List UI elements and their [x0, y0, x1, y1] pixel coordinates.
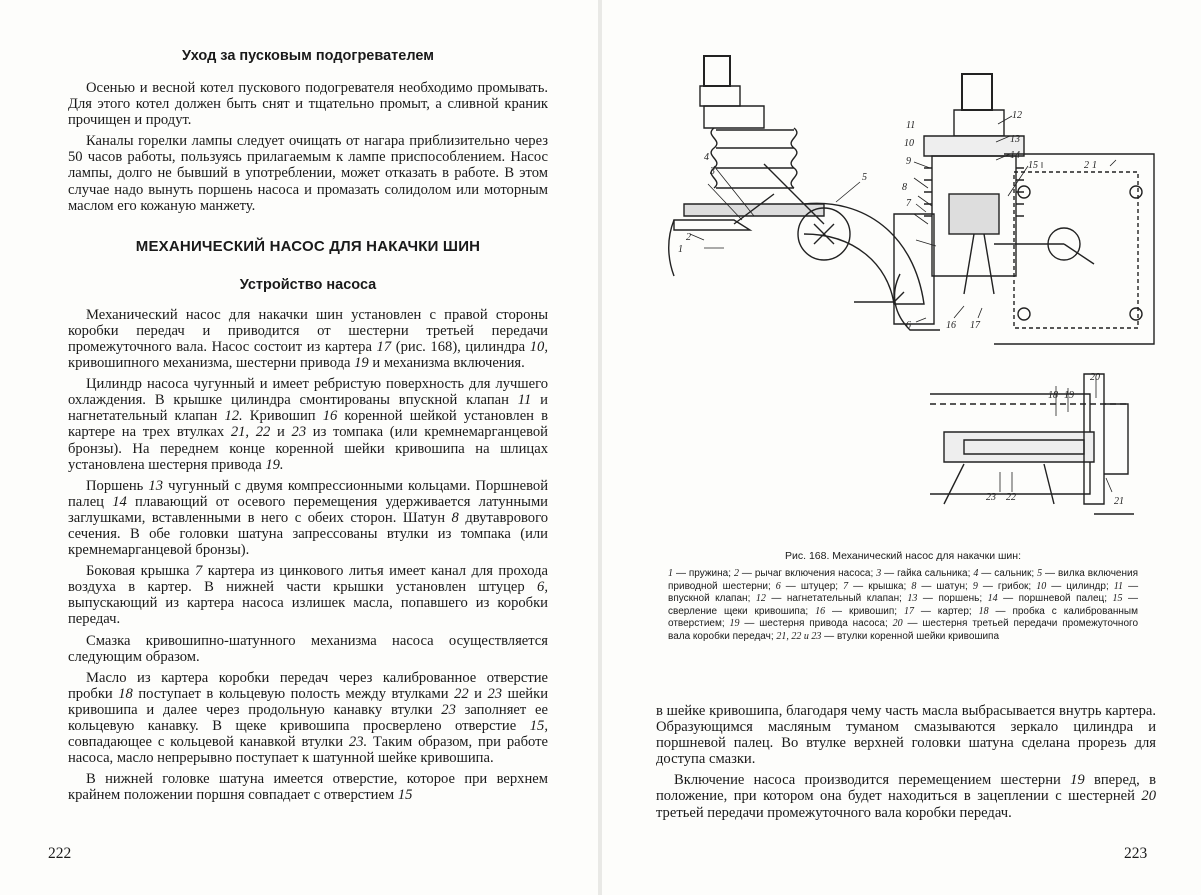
caption-item: 4 — сальник; — [973, 568, 1038, 579]
subtitle-pump-design: Устройство насоса — [239, 276, 377, 293]
callout-5: 5 — [862, 172, 867, 183]
caption-item: 15 — сверление щеки кривошипа; — [668, 593, 1139, 617]
callout-16: 16 — [946, 320, 956, 331]
callout-23: 23 — [986, 492, 996, 503]
page-number-right: 223 — [1124, 845, 1148, 862]
callout-4: 4 — [704, 152, 709, 163]
right-view-drawing — [894, 74, 1154, 344]
callout-10: 10 — [904, 138, 914, 149]
subtitle-heater-care: Уход за пусковым подогревателем — [182, 48, 434, 64]
caption-item: 18 — пробка с калиброванным отверстием; — [668, 605, 1138, 630]
caption-item: 3 — гайка сальника; — [876, 568, 974, 579]
callout-11: 11 — [906, 120, 916, 131]
caption-item: 14 — поршневой палец; — [987, 593, 1113, 605]
paragraph-care-1: Осенью и весной котел пускового подогревателя необходимо промывать. Для этого котел должен быть снят и тщательно промыт, а сливной краник прочищен и продут. — [68, 80, 548, 129]
paragraph-design-5: Смазка кривошипно-шатунного механизма насоса осуществляется следующим образом. — [68, 632, 548, 665]
paragraph-design-6: Масло из картера коробки передач через калиброванное отверстие пробки 18 поступает в кольцевую полость между втулками 22 и 23 шейки кривошипа и далее через продольную канавку втулки 23 заполняет ее кольцевую канавку. В щеке кривошипа просверлено отверстие 15, совпадающее с кольцевой канавкой втулки 23. Таким образом, при работе насоса, масло непрерывно поступает к шатунной шейке кривошипа. — [68, 669, 549, 767]
caption-item: 9 — грибок; — [972, 580, 1037, 592]
paragraph-pump-enable: Включение насоса производится перемещением шестерни 19 вперед, в положение, при котором она будет находиться в зацеплении с шестерней 20 третьей передачи промежуточного вала коробки передач. — [656, 772, 1156, 821]
caption-title: Рис. 168. Механический насос для накачки шин: — [784, 550, 1021, 562]
paragraph-design-2: Цилиндр насоса чугунный и имеет ребристую поверхность для лучшего охлаждения. В крышке цилиндра смонтированы впускной клапан 11 и нагнетательный клапан 12. Кривошип 16 коренной шейкой установлен в картере на трех втулках 21, 22 и 23 из томпака (или кремнемарганцевой бронзы). На переднем конце коренной шейки кривошипа на шлицах установлена шестерня привода 19. — [68, 376, 548, 473]
callout-1b: 1 — [1092, 160, 1097, 171]
paragraph-design-4: Боковая крышка 7 картера из цинкового литья имеет канал для прохода воздуха в картер. В нижней части крышки установлен штуцер 6, выпускающий из картера насоса излишек масла, попавшего из коробки передач. — [68, 563, 548, 628]
callout-13: 13 — [1010, 134, 1020, 145]
paragraph-care-2: Каналы горелки лампы следует очищать от нагара приблизительно через 50 часов работы, пользуясь прилагаемым к лампе приспособлением. Насос лампы, долго не бывший в употреблении, может отказать в работе. В этом случае надо вынуть поршень насоса и промазать солидолом или моторным маслом его кожаную манжету. — [68, 133, 548, 214]
callout-15: 15 — [1028, 160, 1038, 171]
left-text-column — [68, 48, 548, 808]
caption-item: 1 — пружина; — [668, 568, 734, 579]
paragraph-design-7: В нижней головке шатуна имеется отверстие, которое при верхнем крайнем положении поршня совпадает с отверстием 15 — [68, 771, 548, 804]
paragraph-design-1: Механический насос для накачки шин установлен с правой стороны коробки передач и приводится от шестерни третьей передачи промежуточного вала. Насос состоит из картера 17 (рис. 168), цилиндра 10, кривошипного механизма, шестерни привода 19 и механизма включения. — [68, 306, 548, 372]
caption-item: 17 — картер; — [903, 605, 979, 617]
callout-14: 14 — [1010, 150, 1020, 161]
paragraph-continued: в шейке кривошипа, благодаря чему часть масла выбрасывается внутрь картера. Образующимся масляным туманом смазываются зеркало цилиндра и поршневой палец. Во втулке верхней головки шатуна сделана прорезь для доступа смазки. — [656, 703, 1156, 768]
caption-item: 16 — кривошип; — [815, 605, 904, 617]
callout-20: 20 — [1090, 372, 1100, 383]
callout-18: 18 — [1048, 390, 1058, 401]
callout-3: 3 — [710, 166, 715, 177]
caption-item: 10 — цилиндр; — [1036, 580, 1114, 592]
callout-1: 1 — [678, 244, 683, 255]
caption-item: 19 — шестерня привода насоса; — [729, 618, 893, 630]
callout-6: 6 — [906, 320, 911, 331]
callout-19: 19 — [1064, 390, 1074, 401]
caption-item: 12 — нагнетательный клапан; — [755, 593, 908, 605]
right-text-column — [656, 703, 1156, 826]
caption-item: 8 — шатун; — [911, 580, 973, 592]
caption-item: 11 — впускной клапан; — [668, 580, 1139, 605]
caption-item: 13 — поршень; — [907, 593, 988, 605]
caption-item: 7 — крышка; — [843, 580, 912, 592]
caption-item: 21, 22 и 23 — втулки коренной шейки кривошипа — [776, 630, 1000, 642]
pump-diagram — [664, 44, 1164, 544]
callout-7: 7 — [906, 198, 911, 209]
pump-drawing — [664, 44, 1164, 544]
caption-legend — [668, 568, 1138, 644]
section-title: МЕХАНИЧЕСКИЙ НАСОС ДЛЯ НАКАЧКИ ШИН — [135, 237, 481, 255]
paragraph-design-3: Поршень 13 чугунный с двумя компрессионными кольцами. Поршневой палец 14 плавающий от осевого перемещения удерживается латунными заглушками, вставленными в него с обеих сторон. Шатун 8 двутаврового сечения. В обе головки шатуна запрессованы втулки из томпака (или кремнемарганцевой бронзы). — [68, 477, 548, 559]
callout-12: 12 — [1012, 110, 1022, 121]
callout-2: 2 — [686, 232, 691, 243]
caption-item: 6 — штуцер; — [775, 580, 844, 592]
figure-caption — [668, 550, 1138, 644]
callout-22: 22 — [1006, 492, 1016, 503]
callout-21: 21 — [1114, 496, 1124, 507]
caption-item: 5 — вилка включения приводной шестерни; — [668, 568, 1139, 592]
callout-2b: 2 — [1084, 160, 1089, 171]
callout-8: 8 — [902, 182, 907, 193]
left-view-drawing — [669, 56, 924, 304]
page-number-left: 222 — [48, 845, 72, 862]
caption-item: 2 — рычаг включения насоса; — [733, 568, 877, 579]
bottom-view-drawing — [930, 374, 1134, 514]
caption-item: 20 — шестерня третьей передачи промежуточного вала коробки передач; — [668, 618, 1139, 642]
callout-9: 9 — [906, 156, 911, 167]
callout-17: 17 — [970, 320, 980, 331]
